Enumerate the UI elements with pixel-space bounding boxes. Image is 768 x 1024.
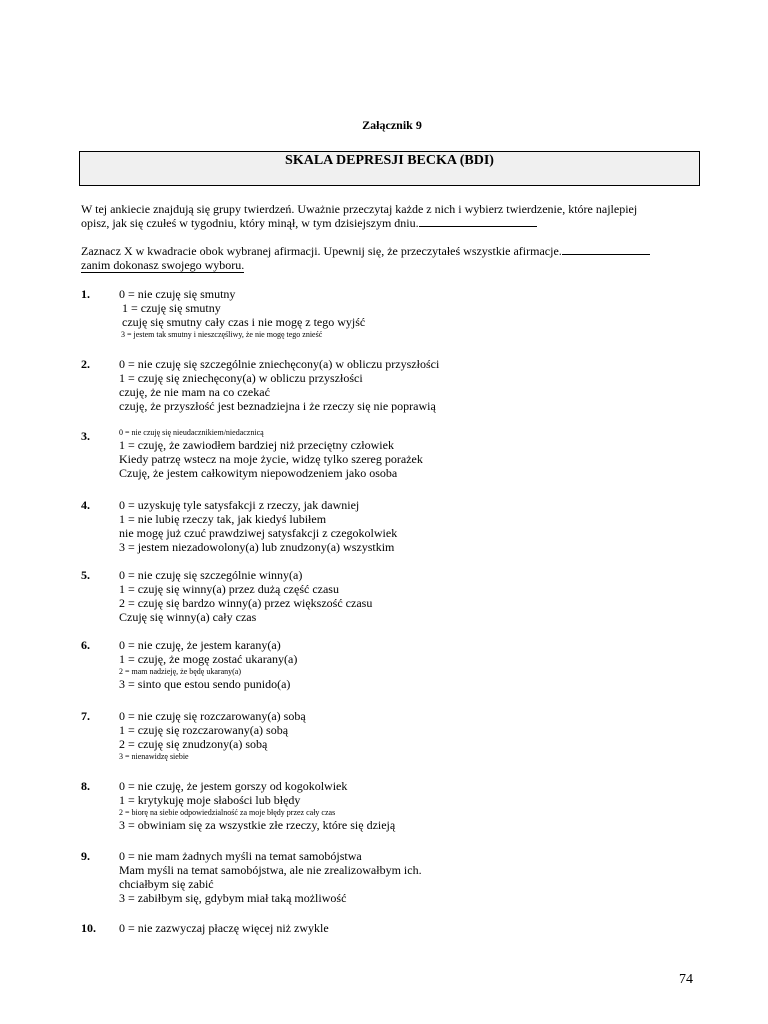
answer-options: [119, 357, 701, 413]
question-number: 1.: [81, 287, 90, 301]
question-item: [81, 287, 701, 340]
answer-options: [119, 427, 701, 480]
question-number: 10.: [81, 921, 96, 935]
answer-option: Czuję, że jestem całkowitym niepowodzeniem jako osoba: [119, 466, 398, 480]
answer-option: Czuję się winny(a) cały czas: [119, 610, 257, 624]
intro-paragraph-1: [81, 202, 701, 230]
answer-option: 0 = nie czuję, że jestem gorszy od kogokolwiek: [119, 779, 348, 793]
question-item: [81, 427, 701, 480]
annex-title: Załącznik 9: [362, 118, 422, 132]
answer-option: czuję się smutny cały czas i nie mogę z tego wyjść: [119, 315, 366, 329]
answer-options: [119, 568, 701, 624]
intro-paragraph-2: [81, 244, 701, 272]
answer-option: 1 = czuję się zniechęcony(a) w obliczu przyszłości: [119, 371, 363, 385]
question-number: 7.: [81, 709, 90, 723]
answer-option: 2 = czuję się znudzony(a) sobą: [119, 737, 268, 751]
intro-line: opisz, jak się czułeś w tygodniu, który minął, w tym dzisiejszym dniu.: [81, 216, 701, 230]
answer-option: 0 = nie mam żadnych myśli na temat samobójstwa: [119, 849, 362, 863]
answer-option: 1 = czuję, że zawiodłem bardziej niż przeciętny człowiek: [119, 438, 394, 452]
page-title: SKALA DEPRESJI BECKA (BDI): [285, 153, 494, 168]
answer-option: 0 = nie czuję się szczególnie winny(a): [119, 568, 303, 582]
answer-option: Kiedy patrzę wstecz na moje życie, widzę tylko szereg porażek: [119, 452, 423, 466]
question-number: 5.: [81, 568, 90, 582]
underline-blank: [419, 216, 537, 227]
answer-option: 2 = biorę na siebie odpowiedzialność za moje błędy przez cały czas: [119, 808, 336, 817]
answer-option: czuję, że nie mam na co czekać: [119, 385, 270, 399]
answer-option: 3 = sinto que estou sendo punido(a): [119, 677, 291, 691]
question-number: 2.: [81, 357, 90, 371]
answer-option: 3 = nienawidzę siebie: [119, 752, 189, 761]
question-item: [81, 357, 701, 413]
intro-line: W tej ankiecie znajdują się grupy twierdzeń. Uważnie przeczytaj każde z nich i wybierz twierdzenie, które najlepiej: [81, 202, 638, 216]
question-item: [81, 849, 701, 905]
answer-options: [119, 638, 701, 691]
answer-option: 3 = obwiniam się za wszystkie złe rzeczy, które się dzieją: [119, 818, 396, 832]
answer-options: [119, 709, 701, 762]
answer-option: 0 = nie czuję się rozczarowany(a) sobą: [119, 709, 306, 723]
answer-option: chciałbym się zabić: [119, 877, 214, 891]
answer-option: 0 = uzyskuję tyle satysfakcji z rzeczy, jak dawniej: [119, 498, 360, 512]
answer-option: 0 = nie czuję się nieudacznikiem/niedacznicą: [119, 428, 264, 437]
answer-options: [119, 779, 701, 832]
question-number: 9.: [81, 849, 90, 863]
question-item: [81, 779, 701, 832]
question-item: [81, 638, 701, 691]
answer-option: 3 = zabiłbym się, gdybym miał taką możliwość: [119, 891, 347, 905]
answer-option: 2 = czuję się bardzo winny(a) przez większość czasu: [119, 596, 373, 610]
answer-option: 1 = czuję, że mogę zostać ukarany(a): [119, 652, 298, 666]
answer-option: 0 = nie czuję, że jestem karany(a): [119, 638, 281, 652]
answer-option: 0 = nie zazwyczaj płaczę więcej niż zwykle: [119, 921, 329, 935]
answer-option: 2 = mam nadzieję, że będę ukarany(a): [119, 667, 242, 676]
page-number: 74: [679, 972, 693, 987]
question-item: [81, 709, 701, 762]
intro-line: zanim dokonasz swojego wyboru.: [81, 258, 245, 272]
question-number: 3.: [81, 429, 90, 443]
question-number: 4.: [81, 498, 90, 512]
answer-options: [119, 287, 701, 340]
answer-option: 3 = jestem tak smutny i nieszczęśliwy, że nie mogę tego znieść: [119, 330, 323, 339]
answer-option: 1 = czuję się smutny: [119, 301, 221, 315]
question-number: 6.: [81, 638, 90, 652]
answer-option: 1 = czuję się winny(a) przez dużą część czasu: [119, 582, 339, 596]
answer-option: 1 = krytykuję moje słabości lub błędy: [119, 793, 301, 807]
answer-option: nie mogę już czuć prawdziwej satysfakcji z czegokolwiek: [119, 526, 398, 540]
answer-option: 1 = czuję się rozczarowany(a) sobą: [119, 723, 289, 737]
answer-options: [119, 921, 701, 935]
question-item: [81, 568, 701, 624]
intro-line: Zaznacz X w kwadracie obok wybranej afirmacji. Upewnij się, że przeczytałeś wszystkie afirmacje.: [81, 244, 701, 258]
answer-option: 0 = nie czuję się szczególnie zniechęcony(a) w obliczu przyszłości: [119, 357, 440, 371]
question-number: 8.: [81, 779, 90, 793]
question-item: [81, 498, 701, 554]
answer-option: Mam myśli na temat samobójstwa, ale nie zrealizowałbym ich.: [119, 863, 422, 877]
answer-options: [119, 849, 701, 905]
question-item: [81, 921, 701, 935]
answer-option: 1 = nie lubię rzeczy tak, jak kiedyś lubiłem: [119, 512, 327, 526]
answer-option: 3 = jestem niezadowolony(a) lub znudzony(a) wszystkim: [119, 540, 395, 554]
answer-options: [119, 498, 701, 554]
answer-option: czuję, że przyszłość jest beznadziejna i że rzeczy się nie poprawią: [119, 399, 436, 413]
answer-option: 0 = nie czuję się smutny: [119, 287, 236, 301]
title-box: [79, 151, 700, 186]
underline-blank: [562, 244, 650, 255]
